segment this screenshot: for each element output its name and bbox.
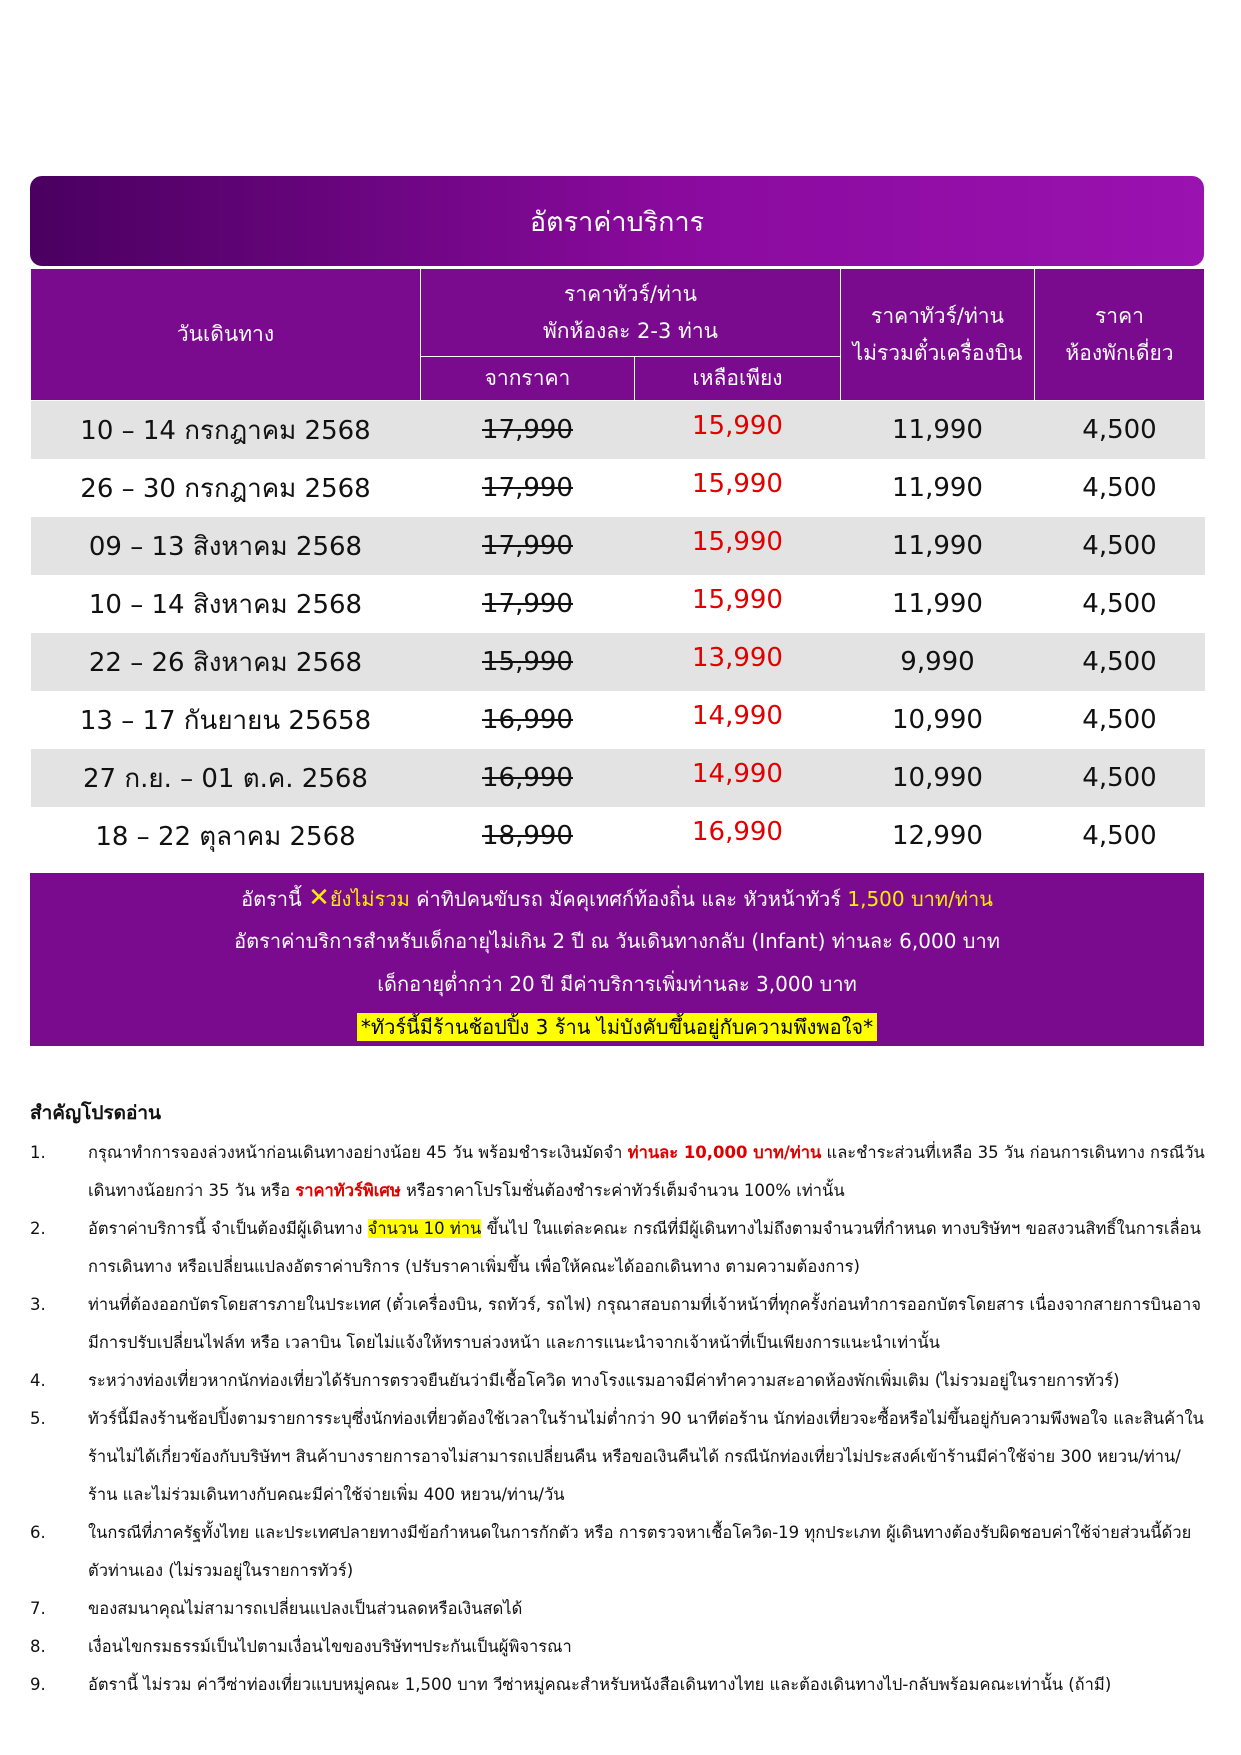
- table-row: [31, 691, 1205, 749]
- header-single-line2: ห้องพักเดี่ยว: [1065, 340, 1174, 365]
- row-sale-cell: [635, 749, 841, 807]
- table-row: [31, 749, 1205, 807]
- row-sale-price: 14,990: [692, 759, 783, 789]
- item-number: 9.: [30, 1675, 46, 1694]
- item-number: 2.: [30, 1219, 46, 1238]
- deposit-amount: ท่านละ 10,000 บาท/ท่าน: [627, 1143, 822, 1162]
- important-title: สำคัญโปรดอ่าน: [30, 1102, 162, 1124]
- item-text: เงื่อนไขกรมธรรม์เป็นไปตามเงื่อนไขของบริษัทฯประกันเป็นผู้พิจารณา: [88, 1637, 572, 1656]
- row-sale-cell: [635, 691, 841, 749]
- item-number: 8.: [30, 1637, 46, 1656]
- rate-notes-box: [30, 873, 1204, 1046]
- row-sale-cell: [635, 633, 841, 691]
- table-row: [31, 517, 1205, 575]
- row-sale-price: 16,990: [692, 817, 783, 847]
- header-no-ticket: [841, 269, 1035, 401]
- row-date: 27 ก.ย. – 01 ต.ค. 2568: [31, 749, 421, 807]
- item-text: ท่านที่ต้องออกบัตรโดยสารภายในประเทศ (ตั๋วเครื่องบิน, รถทัวร์, รถไฟ) กรุณาสอบถามที่เจ้าหน้าที่ทุกครั้งก่อนทำการออกบัตรโดยสาร เนื่องจากสายการบินอาจมีการปรับเปลี่ยนไฟล์ท หรือ เวลาบิน โดยไม่แจ้งให้ทราบล่วงหน้า และการแนะนำจากเจ้าหน้าที่เป็นเพียงการแนะนำเท่านั้น: [88, 1295, 1201, 1352]
- item-number: 3.: [30, 1295, 46, 1314]
- row-no-ticket-price: 11,990: [841, 575, 1035, 633]
- row-sale-price: 15,990: [692, 527, 783, 557]
- row-original-price: 18,990: [421, 807, 635, 865]
- row-single-price: 4,500: [1035, 691, 1205, 749]
- row-sale-cell: [635, 401, 841, 460]
- min-travelers-highlight: จำนวน 10 ท่าน: [367, 1219, 482, 1238]
- rates-table: [30, 268, 1205, 865]
- row-no-ticket-price: 10,990: [841, 749, 1035, 807]
- item-number: 7.: [30, 1599, 46, 1618]
- note-line-1: [30, 877, 1204, 920]
- row-no-ticket-price: 10,990: [841, 691, 1035, 749]
- header-single-room: [1035, 269, 1205, 401]
- header-date: วันเดินทาง: [31, 269, 421, 401]
- table-row: [31, 401, 1205, 460]
- note-line-2: อัตราค่าบริการสำหรับเด็กอายุไม่เกิน 2 ปี ณ วันเดินทางกลับ (Infant) ท่านละ 6,000 บาท: [234, 929, 1000, 953]
- row-single-price: 4,500: [1035, 633, 1205, 691]
- row-sale-price: 13,990: [692, 643, 783, 673]
- list-item: [30, 1514, 1210, 1590]
- item-number: 1.: [30, 1143, 46, 1162]
- table-row: [31, 459, 1205, 517]
- row-single-price: 4,500: [1035, 517, 1205, 575]
- list-item: [30, 1590, 1210, 1628]
- rates-title-bar: [30, 176, 1204, 266]
- note-line-1-middle: ค่าทิปคนขับรถ มัคคุเทศก์ท้องถิ่น และ หัวหน้าทัวร์: [409, 887, 848, 911]
- row-sale-price: 15,990: [692, 411, 783, 441]
- header-price-group-line1: ราคาทัวร์/ท่าน: [564, 281, 697, 306]
- item-text-part: หรือราคาโปรโมชั่นต้องชำระค่าทัวร์เต็มจำนวน 100% เท่านั้น: [400, 1181, 845, 1200]
- special-price-label: ราคาทัวร์พิเศษ: [295, 1181, 401, 1200]
- row-original-price: 17,990: [421, 401, 635, 460]
- row-date: 10 – 14 สิงหาคม 2568: [31, 575, 421, 633]
- row-sale-cell: [635, 459, 841, 517]
- table-row: [31, 807, 1205, 865]
- row-sale-price: 14,990: [692, 701, 783, 731]
- item-text: ทัวร์นี้มีลงร้านช้อปปิ้งตามรายการระบุซึ่งนักท่องเที่ยวต้องใช้เวลาในร้านไม่ต่ำกว่า 90 นาทีต่อร้าน นักท่องเที่ยวจะซื้อหรือไม่ขึ้นอยู่กับความพึงพอใจ และสินค้าในร้านไม่ได้เกี่ยวข้องกับบริษัทฯ สินค้าบางรายการอาจไม่สามารถเปลี่ยนคืน หรือขอเงินคืนได้ กรณีนักท่องเที่ยวไม่ประสงค์เข้าร้านมีค่าใช้จ่าย 300 หยวน/ท่าน/ร้าน และไม่ร่วมเดินทางกับคณะมีค่าใช้จ่ายเพิ่ม 400 หยวน/ท่าน/วัน: [88, 1409, 1204, 1504]
- row-single-price: 4,500: [1035, 401, 1205, 460]
- row-original-price: 16,990: [421, 691, 635, 749]
- table-row: [31, 633, 1205, 691]
- shopping-note: *ทัวร์นี้มีร้านช้อปปิ้ง 3 ร้าน ไม่บังคับขึ้นอยู่กับความพึงพอใจ*: [357, 1013, 877, 1041]
- row-date: 18 – 22 ตุลาคม 2568: [31, 807, 421, 865]
- item-text-part: ขึ้นไป ในแต่ละคณะ กรณีที่มีผู้เดินทางไม่ถึงตามจำนวนที่กำหนด ทางบริษัทฯ ขอสงวนสิทธิ์ในการเลื่อนการเดินทาง หรือเปลี่ยนแปลงอัตราค่าบริการ (ปรับราคาเพิ่มขึ้น เพื่อให้คณะได้ออกเดินทาง ตามความต้องการ): [88, 1219, 1201, 1276]
- row-sale-cell: [635, 575, 841, 633]
- header-from-price: จากราคา: [421, 357, 635, 401]
- list-item: [30, 1210, 1210, 1286]
- header-price-group-line2: พักห้องละ 2-3 ท่าน: [542, 318, 719, 343]
- header-no-ticket-line2: ไม่รวมตั๋วเครื่องบิน: [852, 340, 1023, 365]
- list-item: [30, 1362, 1210, 1400]
- list-item: [30, 1666, 1210, 1704]
- item-number: 4.: [30, 1371, 46, 1390]
- item-number: 6.: [30, 1523, 46, 1542]
- item-text-part: อัตราค่าบริการนี้ จำเป็นต้องมีผู้เดินทาง: [88, 1219, 368, 1238]
- list-item: [30, 1134, 1210, 1210]
- row-sale-cell: [635, 807, 841, 865]
- item-text: [88, 1210, 1210, 1286]
- row-single-price: 4,500: [1035, 459, 1205, 517]
- note-tip-amount: 1,500 บาท/ท่าน: [847, 887, 993, 911]
- row-original-price: 15,990: [421, 633, 635, 691]
- row-no-ticket-price: 12,990: [841, 807, 1035, 865]
- item-text-part: กรุณาทำการจองล่วงหน้าก่อนเดินทางอย่างน้อย 45 วัน พร้อมชำระเงินมัดจำ: [88, 1143, 628, 1162]
- item-number: 5.: [30, 1409, 46, 1428]
- item-text: ระหว่างท่องเที่ยวหากนักท่องเที่ยวได้รับการตรวจยืนยันว่ามีเชื้อโควิด ทางโรงแรมอาจมีค่าทำความสะอาดห้องพักเพิ่มเติม (ไม่รวมอยู่ในรายการทัวร์): [88, 1371, 1120, 1390]
- row-date: 26 – 30 กรกฎาคม 2568: [31, 459, 421, 517]
- header-single-line1: ราคา: [1095, 303, 1144, 328]
- item-text: ในกรณีที่ภาครัฐทั้งไทย และประเทศปลายทางมีข้อกำหนดในการกักตัว หรือ การตรวจหาเชื้อโควิด-19 ทุกประเภท ผู้เดินทางต้องรับผิดชอบค่าใช้จ่ายส่วนนี้ด้วยตัวท่านเอง (ไม่รวมอยู่ในรายการทัวร์): [88, 1523, 1192, 1580]
- row-single-price: 4,500: [1035, 749, 1205, 807]
- row-original-price: 17,990: [421, 459, 635, 517]
- row-original-price: 17,990: [421, 575, 635, 633]
- row-original-price: 17,990: [421, 517, 635, 575]
- row-single-price: 4,500: [1035, 575, 1205, 633]
- note-line-1-start: อัตรานี้: [241, 887, 309, 911]
- row-no-ticket-price: 9,990: [841, 633, 1035, 691]
- item-text: [88, 1134, 1210, 1210]
- header-remaining: เหลือเพียง: [635, 357, 841, 401]
- row-no-ticket-price: 11,990: [841, 459, 1035, 517]
- note-line-3: เด็กอายุต่ำกว่า 20 ปี มีค่าบริการเพิ่มท่านละ 3,000 บาท: [377, 972, 857, 996]
- row-sale-price: 15,990: [692, 469, 783, 499]
- rates-title: อัตราค่าบริการ: [529, 206, 705, 238]
- item-text: อัตรานี้ ไม่รวม ค่าวีซ่าท่องเที่ยวแบบหมู่คณะ 1,500 บาท วีซ่าหมู่คณะสำหรับหนังสือเดินทางไทย และต้องเดินทางไป-กลับพร้อมคณะเท่านั้น (ถ้ามี): [88, 1675, 1112, 1694]
- note-not-included: ยังไม่รวม: [329, 887, 410, 911]
- list-item: [30, 1628, 1210, 1666]
- table-row: [31, 575, 1205, 633]
- row-no-ticket-price: 11,990: [841, 517, 1035, 575]
- item-text: ของสมนาคุณไม่สามารถเปลี่ยนแปลงเป็นส่วนลดหรือเงินสดได้: [88, 1599, 523, 1618]
- item-text-part: และชำระส่วนที่เหลือ 35 วัน ก่อนการเดินทาง กรณีวันเดินทางน้อยกว่า 35 วัน หรือ: [88, 1143, 1205, 1200]
- row-date: 22 – 26 สิงหาคม 2568: [31, 633, 421, 691]
- row-date: 10 – 14 กรกฎาคม 2568: [31, 401, 421, 460]
- list-item: [30, 1400, 1210, 1514]
- row-single-price: 4,500: [1035, 807, 1205, 865]
- row-date: 13 – 17 กันยายน 25658: [31, 691, 421, 749]
- cross-icon: ✕: [308, 883, 330, 913]
- row-no-ticket-price: 11,990: [841, 401, 1035, 460]
- row-original-price: 16,990: [421, 749, 635, 807]
- list-item: [30, 1286, 1210, 1362]
- row-date: 09 – 13 สิงหาคม 2568: [31, 517, 421, 575]
- row-sale-cell: [635, 517, 841, 575]
- header-no-ticket-line1: ราคาทัวร์/ท่าน: [871, 303, 1004, 328]
- header-price-group: [421, 269, 841, 357]
- note-line-4: [30, 1006, 1204, 1049]
- important-list: [30, 1134, 1210, 1704]
- row-sale-price: 15,990: [692, 585, 783, 615]
